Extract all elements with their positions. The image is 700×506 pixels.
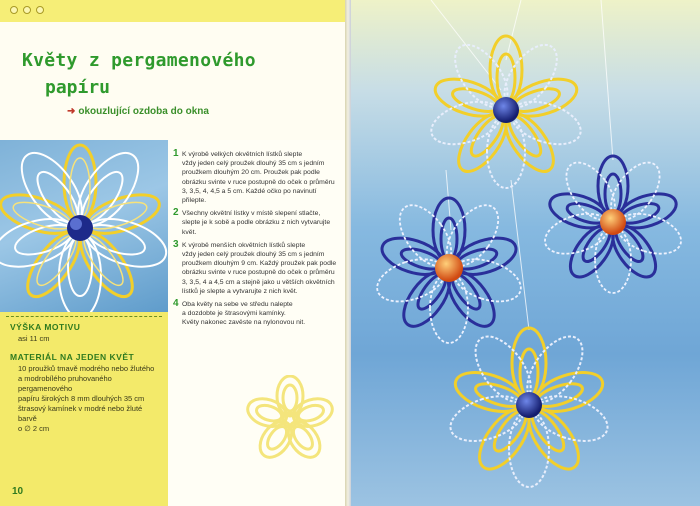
step-line: vždy jeden celý proužek dlouhý 35 cm s jedním [182,251,325,259]
step-1 [173,150,338,205]
material-line: o ∅ 2 cm [18,424,50,433]
step-line: a dozdobte je štrasovými kamínky. [182,310,286,318]
subtitle [67,106,209,117]
arrow-icon: ➜ [67,106,76,117]
step-3 [173,238,338,296]
step-line: Oba květy na sebe ve středu nalepte [182,301,293,309]
step-line: obrázku svinte v ruce postupně do oček o průměru [182,178,335,186]
divider [6,316,162,317]
flower-photo-icon [0,140,168,312]
page-title-line1: Květy z pergamenového [22,50,256,71]
page-number: 10 [12,486,24,497]
step-line: vždy jeden celý proužek dlouhý 35 cm s jedním [182,160,325,168]
dot [36,6,44,14]
step-line: květ. [182,228,197,236]
top-band [0,0,345,22]
left-page [0,0,345,506]
material-heading: MATERIÁL NA JEDEN KVĚT [10,352,135,362]
motif-value: asi 11 cm [18,334,50,343]
subtitle-text: okouzlující ozdoba do okna [78,106,209,117]
step-number: 4 [173,298,179,310]
material-line: 10 proužků tmavě modrého nebo žlutého [18,364,155,373]
step-number: 3 [173,238,179,250]
step-line: proužkem dlouhým 20 cm. Proužek pak podle [182,169,320,177]
step-line: 3, 3,5, 4 a 4,5 cm a stejně jako u větších okvětních [182,278,335,286]
page-title-line2: papíru [45,77,111,98]
motif-heading: VÝŠKA MOTIVU [10,322,81,332]
step-line: Květy nakonec zavěste na nylonovou nit. [182,319,306,327]
material-line: štrasový kamínek v modré nebo žluté barvě [18,404,143,423]
step-number: 2 [173,207,179,219]
step-line: K výrobě velkých okvětních lístků slepte [182,151,303,158]
step-line: Všechny okvětní lístky v místě slepení stlačte, [182,210,321,218]
dot [23,6,31,14]
dot [10,6,18,14]
flower-photo [0,140,168,312]
instructions [173,150,338,332]
material-line: papíru širokých 8 mm dlouhých 35 cm [18,394,145,403]
step-line: obrázku svinte v ruce postupně do oček o průměru [182,269,335,277]
step-2 [173,209,338,237]
flower-template-icon [245,375,335,465]
step-line: K výrobě menších okvětních lístků slepte [182,241,306,249]
hanging-flowers-icon [351,0,700,506]
material-list [18,364,163,434]
info-panel [0,312,168,506]
header-dots [10,6,44,14]
flower-template [245,375,335,465]
step-4 [173,300,338,328]
step-line: přilepte. [182,197,207,205]
material-line: a modrobílého pruhovaného pergamenového [18,374,112,393]
step-line: proužkem dlouhým 9 cm. Každý proužek pak podle [182,260,337,268]
step-number: 1 [173,148,179,159]
step-line: 3, 3,5, 4, 4,5 a 5 cm. Každé očko po navinutí [182,187,317,195]
hanging-flowers-photo [351,0,700,506]
step-line: slepte je k sobě a podle obrázku z nich vytvarujte [182,219,331,227]
step-line: lístků je slepte a vytvarujte z nich květ. [182,287,298,295]
